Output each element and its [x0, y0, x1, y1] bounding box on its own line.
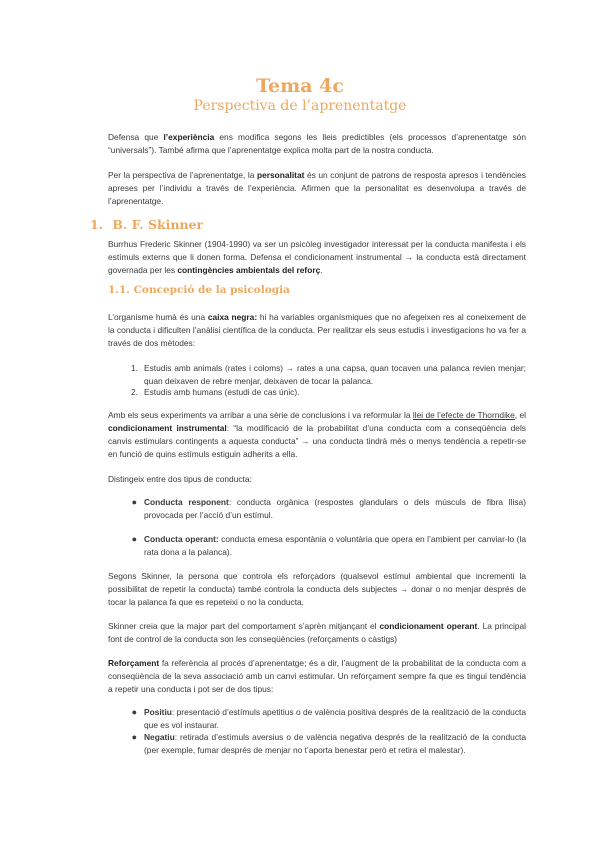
- method-text: Estudis amb humans (estudi de cas únic).: [144, 387, 300, 397]
- underlined-term: llei de l’efecte de Thorndike: [412, 410, 515, 420]
- intro-paragraph-2: [108, 169, 526, 208]
- text-run: Per la perspectiva de l’aprenentatge, la: [108, 170, 257, 180]
- text-run: és un conjunt de patrons de resposta apresos i tendències apreses per l’individu a través de l’experiència. Afirmen que la personalitat es desenvolupa a través de l’aprenentatge.: [108, 170, 526, 206]
- method-item-1: [131, 362, 526, 388]
- list-number: 1.: [131, 363, 138, 373]
- conduct-text: : conducta orgànica (respostes glandulars o dels músculs de fibra llisa) provocada per l’acció d’un estímul.: [144, 497, 526, 520]
- reinforcement-label: Positiu: [144, 707, 172, 717]
- conduct-item-operant: [131, 533, 526, 559]
- conduct-text: conducta emesa espontània o voluntària que opera en l’ambient per canviar-lo (la rata dona a la palanca).: [144, 534, 526, 557]
- text-run: Segons Skinner, la persona que controla els reforçadors (qualsevol estímul ambiental que incrementi la possibilitat de repetir la conducta) també controla la conducta dels subjectes → donar o no menjar després de tocar la palanca fa que es repeteixi o no la conducta.: [108, 571, 526, 607]
- method-text: Estudis amb animals (rates i coloms) → rates a una capsa, quan tocaven una palanca revien menjar; quan deixaven de rebre menjar, deixaven de tocar la palanca.: [144, 363, 526, 386]
- conduct-label: Conducta operant:: [144, 534, 219, 544]
- reinforcement-item-positiu: [131, 706, 526, 732]
- bold-term: caixa negra:: [207, 312, 258, 322]
- reinforcement-text: : retirada d’estímuls aversius o de valència negativa després de la realització de la conducta (per exemple, fumar després de menjar no t’aporta benestar però et retira el malestar).: [144, 732, 526, 755]
- document-title: Tema 4c: [256, 75, 344, 97]
- list-number: 2.: [131, 387, 138, 397]
- reinforcement-item-negatiu: [131, 731, 526, 757]
- section-heading-skinner: [90, 217, 203, 232]
- conduct-item-responent: [131, 496, 526, 522]
- reinforcement-label: Negatiu: [144, 732, 175, 742]
- text-run: .: [320, 265, 323, 275]
- bold-term: l’experiència: [163, 132, 215, 142]
- text-run: , el: [514, 410, 526, 420]
- bullet-icon: ●: [131, 707, 137, 717]
- bullet-icon: ●: [131, 497, 137, 507]
- reforcament-paragraph: [108, 657, 526, 696]
- text-run: ens modifica segons les lleis predictibles (els processos d’aprenentatge són “universals”). També afirma que l’aprenentatge explica molta part de la nostra conducta.: [108, 132, 526, 155]
- text-run: Defensa que: [108, 132, 164, 142]
- text-run: Burrhus Frederic Skinner (1904-1990) va ser un psicòleg investigador interessat per la conducta manifesta i els estímuls externs que li donen forma. Defensa el condicionament instrumental → la conducta està directament governada per les: [108, 239, 526, 275]
- bold-term: contingències ambientals del reforç: [177, 265, 321, 275]
- text-run: fa referència al procés d’aprenentatge; és a dir, l’augment de la probabilitat de la conducta com a conseqüència de la seva associació amb un canvi estimular. Un reforçament sempre fa que es tingui tendència a repetir una conducta i pot ser de dos tipus:: [108, 658, 526, 694]
- bold-term: Reforçament: [108, 658, 160, 668]
- bullet-icon: ●: [131, 534, 137, 544]
- conduct-label: Conducta responent: [144, 497, 229, 507]
- text-run: Amb els seus experiments va arribar a una sèrie de conclusions i va reformular la: [108, 410, 413, 420]
- segons-skinner-paragraph: [108, 570, 526, 609]
- skinner-paragraph: [108, 238, 526, 277]
- method-item-2: [131, 386, 526, 399]
- text-run: . La principal font de control de la conducta son les conseqüències (reforçaments o càstigs): [108, 621, 526, 644]
- bold-term: personalitat: [256, 170, 305, 180]
- document-subtitle: Perspectiva de l’aprenentatge: [193, 98, 407, 114]
- experiments-paragraph: [108, 409, 526, 461]
- bold-term: condicionament operant: [379, 621, 478, 631]
- bullet-icon: ●: [131, 732, 137, 742]
- bold-term: condicionament instrumental: [108, 423, 227, 433]
- intro-paragraph-1: [108, 131, 526, 157]
- section-title: B. F. Skinner: [112, 217, 204, 232]
- skinner-creia-paragraph: [108, 620, 526, 646]
- text-run: : “la modificació de la probabilitat d’una conducta com a conseqüència dels canvis estimulars contingents a aquesta conducta” → una conducta tindrà més o menys tendència a repetir-se en funció de quins estímuls estiguin adherits a ella.: [108, 423, 526, 459]
- reinforcement-text: : presentació d’estímuls apetitius o de valència positiva després de la realització de la conducta que es vol instaurar.: [144, 707, 526, 730]
- caixa-negra-paragraph: [108, 311, 526, 350]
- section-number: 1.: [90, 217, 104, 232]
- distingeix-paragraph: Distingeix entre dos tipus de conducta:: [108, 474, 252, 484]
- text-run: L’organisme humà és una: [108, 312, 208, 322]
- text-run: Skinner creia que la major part del comportament s’aprèn mitjançant el: [108, 621, 380, 631]
- text-run: hi ha variables organísmiques que no afegeixen res al coneixement de la conducta i dificulten l’anàlisi científica de la conducta. Per realitzar els seus estudis i investigacions ho va fer a través de dos mètodes:: [108, 312, 526, 348]
- subsection-heading: 1.1. Concepció de la psicologia: [108, 284, 290, 296]
